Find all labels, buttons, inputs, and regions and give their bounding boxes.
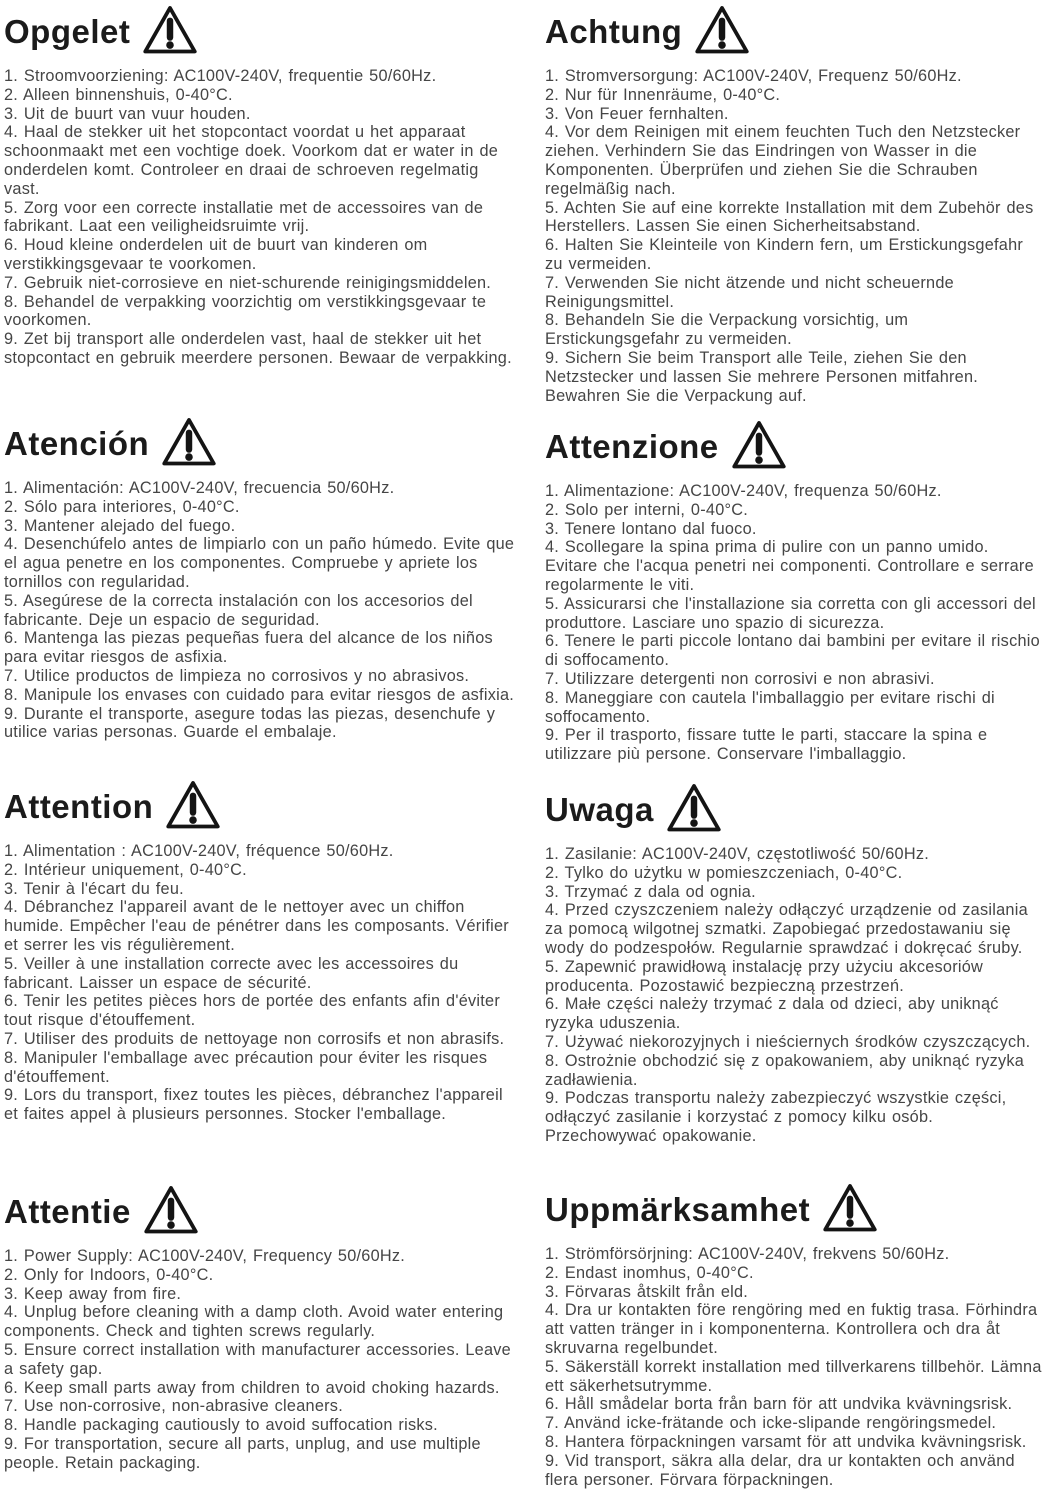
language-section-nl	[4, 4, 517, 368]
instruction-item: 2. Sólo para interiores, 0-40°C.	[4, 497, 240, 516]
instruction-item: 2. Alleen binnenshuis, 0-40°C.	[4, 85, 233, 104]
instruction-item: 9. Podczas transportu należy zabezpieczyć wszystkie części, odłączyć zasilanie i korzystać z pomocy kilku osób. Przechowywać opakowanie.	[545, 1089, 1007, 1145]
instruction-item: 8. Handle packaging cautiously to avoid suffocation risks.	[4, 1416, 438, 1435]
language-section-sv	[545, 1182, 1042, 1489]
section-title: Attention	[4, 788, 154, 825]
instruction-item: 8. Manipule los envases con cuidado para evitar riesgos de asfixia.	[4, 685, 515, 704]
instruction-item: 3. Förvaras åtskilt från eld.	[545, 1282, 749, 1301]
warning-triangle-icon	[165, 779, 221, 831]
instruction-item: 2. Solo per interni, 0-40°C.	[545, 500, 749, 519]
language-section-es	[4, 416, 517, 742]
instruction-item: 5. Zorg voor een correcte installatie met de accessoires van de fabrikant. Laat een veiligheidsruimte vrij.	[4, 198, 484, 236]
instruction-item: 4. Débranchez l'appareil avant de le nettoyer avec un chiffon humide. Empêcher l'eau de pénétrer dans les composants. Vérifier et serrer les vis régulièrement.	[4, 898, 509, 954]
section-title: Atención	[4, 425, 150, 462]
instruction-item: 2. Intérieur uniquement, 0-40°C.	[4, 860, 247, 879]
instruction-item: 8. Behandeln Sie die Verpackung vorsichtig, um Erstickungsgefahr zu vermeiden.	[545, 311, 909, 349]
section-heading	[545, 1182, 1042, 1238]
language-section-fr	[4, 779, 517, 1124]
instruction-item: 1. Zasilanie: AC100V-240V, częstotliwość 50/60Hz.	[545, 845, 929, 863]
instruction-list	[4, 842, 517, 1124]
instruction-item: 4. Haal de stekker uit het stopcontact voordat u het apparaat schoonmaakt met een vochtige doek. Voorkom dat er water in de onderdelen komt. Controleer en draai de schroeven regelmatig vast.	[4, 123, 499, 198]
instruction-item: 9. For transportation, secure all parts, unplug, and use multiple people. Retain packaging.	[4, 1434, 481, 1472]
instruction-item: 1. Alimentazione: AC100V-240V, frequenza 50/60Hz.	[545, 482, 942, 500]
instruction-item: 1. Stroomvoorziening: AC100V-240V, frequentie 50/60Hz.	[4, 67, 437, 85]
instruction-item: 6. Tenir les petites pièces hors de portée des enfants afin d'éviter tout risque d'étouffement.	[4, 992, 501, 1030]
instruction-list	[545, 845, 1042, 1146]
section-heading	[545, 782, 1042, 838]
instruction-list	[545, 482, 1042, 764]
section-title: Attentie	[4, 1193, 131, 1230]
warning-triangle-icon	[694, 4, 750, 56]
instruction-item: 5. Achten Sie auf eine korrekte Installation mit dem Zubehör des Herstellers. Lassen Sie einen Sicherheitsabstand.	[545, 198, 1034, 236]
instruction-item: 7. Utilizzare detergenti non corrosivi e non abrasivi.	[545, 669, 935, 688]
instruction-item: 3. Trzymać z dala od ognia.	[545, 882, 756, 901]
instruction-item: 7. Utilice productos de limpieza no corrosivos y no abrasivos.	[4, 666, 470, 685]
instruction-item: 7. Använd icke-frätande och icke-slipande rengöringsmedel.	[545, 1414, 997, 1433]
instruction-item: 3. Von Feuer fernhalten.	[545, 104, 729, 123]
instruction-item: 8. Hantera förpackningen varsamt för att undvika kvävningsrisk.	[545, 1432, 1027, 1451]
section-heading	[4, 416, 517, 472]
language-section-pl	[545, 782, 1042, 1146]
instruction-item: 4. Desenchúfelo antes de limpiarlo con un paño húmedo. Evite que el agua penetre en los componentes. Compruebe y apriete los tornillos con regularidad.	[4, 535, 515, 591]
section-heading	[4, 4, 517, 60]
instruction-item: 7. Use non-corrosive, non-abrasive cleaners.	[4, 1397, 343, 1416]
section-heading	[4, 779, 517, 835]
instruction-item: 9. Durante el transporte, asegure todas las piezas, desenchufe y utilice varias personas. Guarde el embalaje.	[4, 704, 496, 742]
section-heading	[4, 1184, 517, 1240]
instruction-item: 8. Manipuler l'emballage avec précaution pour éviter les risques d'étouffement.	[4, 1048, 488, 1086]
instruction-list	[4, 479, 517, 742]
instruction-item: 1. Strömförsörjning: AC100V-240V, frekvens 50/60Hz.	[545, 1245, 950, 1263]
language-section-de	[545, 4, 1042, 405]
instruction-item: 4. Unplug before cleaning with a damp cloth. Avoid water entering components. Check and tighten screws regularly.	[4, 1303, 504, 1341]
instruction-item: 8. Behandel de verpakking voorzichtig om verstikkingsgevaar te voorkomen.	[4, 292, 487, 330]
instruction-item: 1. Power Supply: AC100V-240V, Frequency 50/60Hz.	[4, 1247, 406, 1265]
instruction-item: 6. Małe części należy trzymać z dala od dzieci, aby uniknąć ryzyka uduszenia.	[545, 995, 999, 1033]
instruction-item: 1. Stromversorgung: AC100V-240V, Frequenz 50/60Hz.	[545, 67, 962, 85]
instruction-list	[4, 1247, 517, 1473]
instruction-item: 3. Keep away from fire.	[4, 1284, 182, 1303]
warning-triangle-icon	[161, 416, 217, 468]
section-heading	[545, 4, 1042, 60]
instruction-item: 3. Tenir à l'écart du feu.	[4, 879, 184, 898]
section-title: Achtung	[545, 13, 683, 50]
instruction-item: 5. Säkerställ korrekt installation med tillverkarens tillbehör. Lämna ett säkerhetsutrymme.	[545, 1357, 1042, 1395]
language-section-en	[4, 1184, 517, 1473]
instruction-item: 6. Halten Sie Kleinteile von Kindern fern, um Erstickungsgefahr zu vermeiden.	[545, 236, 1024, 273]
instruction-item: 9. Zet bij transport alle onderdelen vast, haal de stekker uit het stopcontact en gebruik meerdere personen. Bewaar de verpakking.	[4, 330, 512, 367]
warning-triangle-icon	[822, 1182, 878, 1234]
instruction-item: 5. Veiller à une installation correcte avec les accessoires du fabricant. Laisser un espace de sécurité.	[4, 954, 459, 992]
instruction-item: 4. Scollegare la spina prima di pulire con un panno umido. Evitare che l'acqua penetri nei componenti. Controllare e serrare regolarmente le viti.	[545, 538, 1034, 594]
instruction-item: 2. Nur für Innenräume, 0-40°C.	[545, 85, 781, 104]
section-title: Uwaga	[545, 791, 654, 828]
instruction-item: 6. Keep small parts away from children to avoid choking hazards.	[4, 1378, 500, 1397]
instruction-item: 5. Ensure correct installation with manufacturer accessories. Leave a safety gap.	[4, 1340, 511, 1378]
instruction-item: 7. Utiliser des produits de nettoyage non corrosifs et non abrasifs.	[4, 1029, 505, 1048]
instruction-item: 9. Lors du transport, fixez toutes les pièces, débranchez l'appareil et faites appel à plusieurs personnes. Stocker l'emballage.	[4, 1086, 503, 1124]
instruction-item: 1. Alimentación: AC100V-240V, frecuencia 50/60Hz.	[4, 479, 395, 497]
instruction-item: 2. Only for Indoors, 0-40°C.	[4, 1265, 214, 1284]
warning-triangle-icon	[142, 4, 198, 56]
instruction-list	[545, 1245, 1042, 1489]
instruction-item: 8. Maneggiare con cautela l'imballaggio per evitare rischi di soffocamento.	[545, 688, 995, 726]
instruction-item: 7. Gebruik niet-corrosieve en niet-schurende reinigingsmiddelen.	[4, 273, 492, 292]
language-section-it	[545, 419, 1042, 764]
instruction-item: 4. Dra ur kontakten före rengöring med en fuktig trasa. Förhindra att vatten tränger in i komponenterna. Kontrollera och dra åt skruvarna regelbundet.	[545, 1301, 1038, 1357]
instruction-item: 5. Zapewnić prawidłową instalację przy użyciu akcesoriów producenta. Pozostawić bezpieczną przestrzeń.	[545, 957, 984, 995]
warning-triangle-icon	[143, 1184, 199, 1236]
instruction-item: 1. Alimentation : AC100V-240V, fréquence 50/60Hz.	[4, 842, 394, 860]
instruction-item: 6. Mantenga las piezas pequeñas fuera del alcance de los niños para evitar riesgos de asfixia.	[4, 629, 493, 667]
instruction-item: 3. Mantener alejado del fuego.	[4, 516, 236, 535]
section-title: Opgelet	[4, 13, 131, 50]
instruction-item: 8. Ostrożnie obchodzić się z opakowaniem, aby uniknąć ryzyka zadławienia.	[545, 1051, 1025, 1089]
instruction-item: 9. Vid transport, säkra alla delar, dra ur kontakten och använd flera personer. Förvara förpackningen.	[545, 1451, 1015, 1489]
instruction-item: 5. Assicurarsi che l'installazione sia corretta con gli accessori del produttore. Lasciare uno spazio di sicurezza.	[545, 594, 1036, 632]
instruction-item: 5. Asegúrese de la correcta instalación con los accesorios del fabricante. Deje un espacio de seguridad.	[4, 591, 473, 629]
instruction-item: 7. Verwenden Sie nicht ätzende und nicht scheuernde Reinigungsmittel.	[545, 273, 954, 311]
instruction-item: 7. Używać niekorozyjnych i nieściernych środków czyszczących.	[545, 1032, 1031, 1051]
warning-triangle-icon	[731, 419, 787, 471]
instruction-item: 2. Endast inomhus, 0-40°C.	[545, 1263, 754, 1282]
warning-triangle-icon	[666, 782, 722, 834]
section-title: Uppmärksamhet	[545, 1191, 811, 1228]
section-title: Attenzione	[545, 428, 719, 465]
instruction-item: 4. Przed czyszczeniem należy odłączyć urządzenie od zasilania za pomocą wilgotnej szmatki. Zapobiegać przedostawaniu się wody do podzespołów. Regularnie sprawdzać i dokręcać śruby.	[545, 901, 1028, 957]
instruction-item: 2. Tylko do użytku w pomieszczeniach, 0-40°C.	[545, 863, 903, 882]
instruction-item: 6. Tenere le parti piccole lontano dai bambini per evitare il rischio di soffocamento.	[545, 632, 1040, 670]
section-heading	[545, 419, 1042, 475]
instruction-item: 6. Houd kleine onderdelen uit de buurt van kinderen om verstikkingsgevaar te voorkomen.	[4, 236, 428, 273]
instruction-item: 3. Uit de buurt van vuur houden.	[4, 104, 251, 123]
instruction-item: 3. Tenere lontano dal fuoco.	[545, 519, 757, 538]
instruction-list	[4, 67, 517, 368]
instruction-list	[545, 67, 1042, 405]
instruction-item: 9. Sichern Sie beim Transport alle Teile, ziehen Sie den Netzstecker und lassen Sie mehrere Personen mitfahren. Bewahren Sie die Verpackung auf.	[545, 348, 979, 405]
instruction-item: 9. Per il trasporto, fissare tutte le parti, staccare la spina e utilizzare più persone. Conservare l'imballaggio.	[545, 726, 988, 764]
instruction-item: 4. Vor dem Reinigen mit einem feuchten Tuch den Netzstecker ziehen. Verhindern Sie das Eindringen von Wasser in die Komponenten. Überprüfen und ziehen Sie die Schrauben regelmäßig nach.	[545, 123, 1021, 198]
instruction-item: 6. Håll smådelar borta från barn för att undvika kvävningsrisk.	[545, 1395, 1013, 1414]
